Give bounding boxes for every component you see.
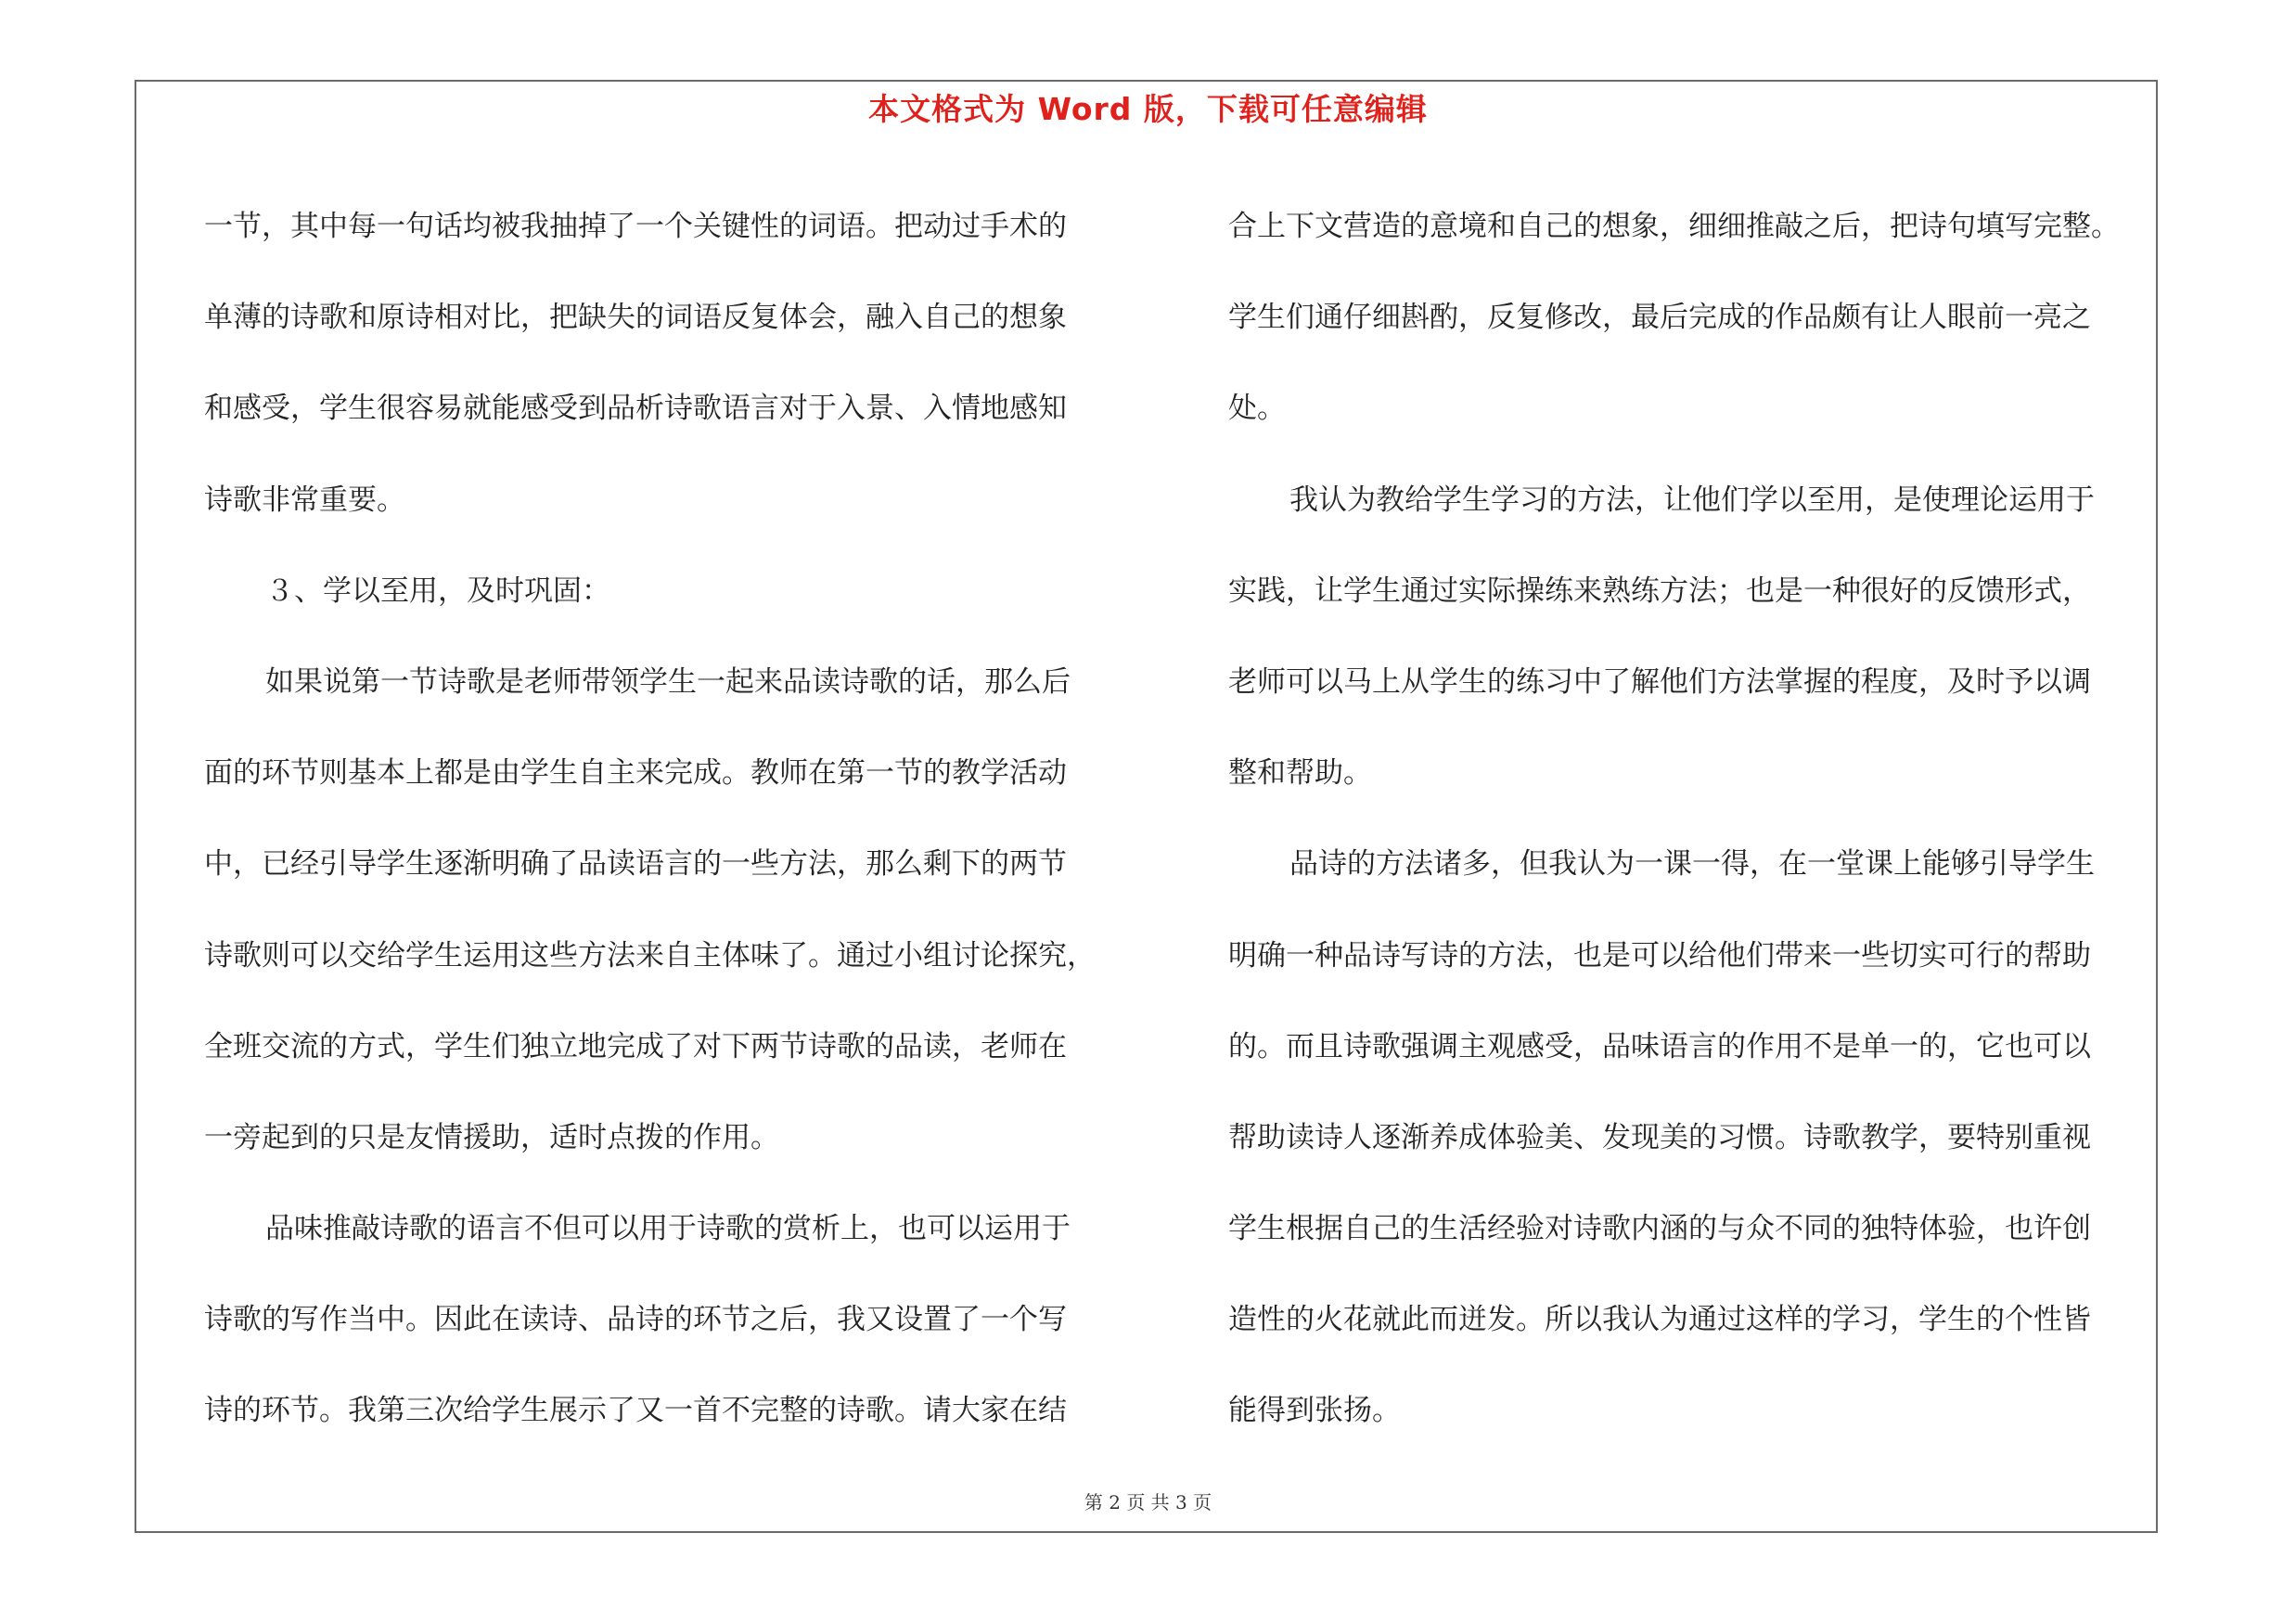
text-line: 诗歌非常重要。 xyxy=(204,483,405,517)
text-line: 我认为教给学生学习的方法，让他们学以至用，是使理论运用于 xyxy=(1289,483,2095,517)
text-line: 造性的火花就此而迸发。所以我认为通过这样的学习，学生的个性皆 xyxy=(1228,1303,2091,1337)
page-number-footer: 第 2 页 共 3 页 xyxy=(1084,1491,1212,1514)
text-line: 如果说第一节诗歌是老师带领学生一起来品读诗歌的话，那么后 xyxy=(265,664,1071,699)
text-line: 品味推敲诗歌的语言不但可以用于诗歌的赏析上，也可以运用于 xyxy=(265,1212,1071,1246)
text-line: 能得到张扬。 xyxy=(1228,1394,1401,1428)
text-line: 品诗的方法诸多，但我认为一课一得，在一堂课上能够引导学生 xyxy=(1289,847,2095,882)
text-line: 老师可以马上从学生的练习中了解他们方法掌握的程度，及时予以调 xyxy=(1228,664,2091,699)
text-line: 学生根据自己的生活经验对诗歌内涵的与众不同的独特体验，也许创 xyxy=(1228,1212,2091,1246)
text-line: 一节，其中每一句话均被我抽掉了一个关键性的词语。把动过手术的 xyxy=(204,210,1067,243)
left-text-column xyxy=(204,181,1141,1457)
format-notice-banner: 本文格式为 Word 版，下载可任意编辑 xyxy=(868,91,1428,127)
text-line: 的。而且诗歌强调主观感受，品味语言的作用不是单一的，它也可以 xyxy=(1228,1029,2091,1063)
text-line: 整和帮助。 xyxy=(1228,756,1372,791)
text-line: 全班交流的方式，学生们独立地完成了对下两节诗歌的品读，老师在 xyxy=(204,1029,1067,1063)
text-line: 中，已经引导学生逐渐明确了品读语言的一些方法，那么剩下的两节 xyxy=(204,847,1067,882)
text-line: 诗歌的写作当中。因此在读诗、品诗的环节之后，我又设置了一个写 xyxy=(204,1303,1067,1337)
text-line: 学生们通仔细斟酌，反复修改，最后完成的作品颇有让人眼前一亮之 xyxy=(1228,301,2091,335)
text-line: 一旁起到的只是友情援助，适时点拨的作用。 xyxy=(204,1120,779,1154)
text-line: 单薄的诗歌和原诗相对比，把缺失的词语反复体会，融入自己的想象 xyxy=(204,301,1067,335)
text-line: 面的环节则基本上都是由学生自主来完成。教师在第一节的教学活动 xyxy=(204,756,1067,791)
text-line: 帮助读诗人逐渐养成体验美、发现美的习惯。诗歌教学，要特别重视 xyxy=(1228,1120,2091,1154)
text-line: 诗歌则可以交给学生运用这些方法来自主体味了。通过小组讨论探究， xyxy=(204,938,1096,973)
right-text-column xyxy=(1228,181,2165,1457)
text-line: 处。 xyxy=(1228,392,1286,426)
text-line: 诗的环节。我第三次给学生展示了又一首不完整的诗歌。请大家在结 xyxy=(204,1394,1067,1428)
text-line: 明确一种品诗写诗的方法，也是可以给他们带来一些切实可行的帮助 xyxy=(1228,938,2091,973)
text-line: 实践，让学生通过实际操练来熟练方法；也是一种很好的反馈形式， xyxy=(1228,573,2091,608)
section-heading: ３、学以至用，及时巩固： xyxy=(265,573,610,608)
text-line: 和感受，学生很容易就能感受到品析诗歌语言对于入景、入情地感知 xyxy=(204,392,1067,426)
text-line: 合上下文营造的意境和自己的想象，细细推敲之后，把诗句填写完整。 xyxy=(1228,210,2120,243)
